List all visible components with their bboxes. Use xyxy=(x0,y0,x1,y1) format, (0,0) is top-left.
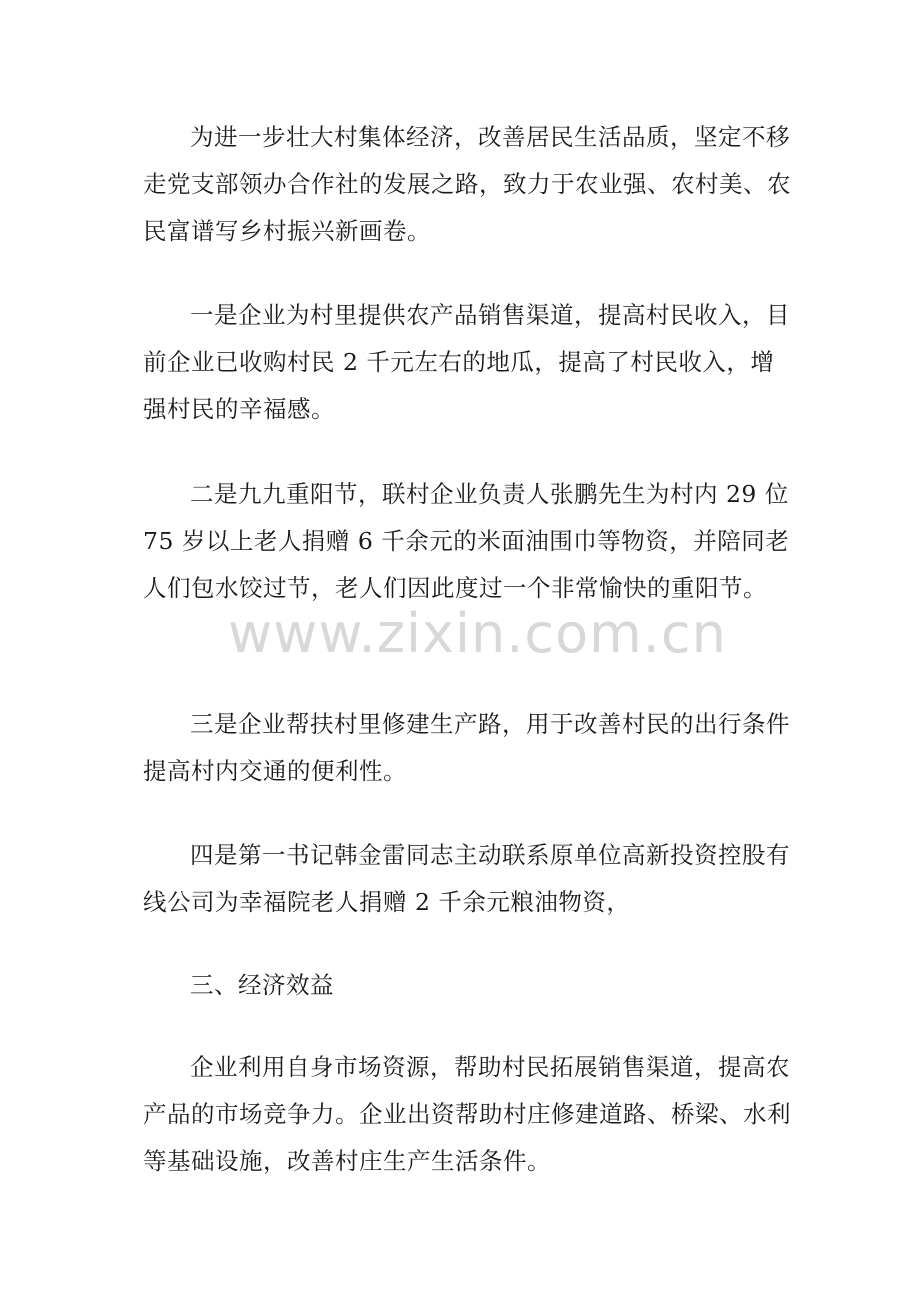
paragraph-item-4: 四是第一书记韩金雷同志主动联系原单位高新投资控股有线公司为幸福院老人捐赠 2 千余元粮油物资， xyxy=(143,841,790,916)
paragraph-economic-benefit: 企业利用自身市场资源，帮助村民拓展销售渠道，提高农产品的市场竞争力。企业出资帮助村庄修建道路、桥梁、水利等基础设施，改善村庄生产生活条件。 xyxy=(143,1053,791,1175)
watermark-text: www.zixin.com.cn xyxy=(228,602,727,665)
paragraph-item-1: 一是企业为村里提供农产品销售渠道，提高村民收入，目前企业已收购村民 2 千元左右的地瓜，提高了村民收入，增强村民的辛福感。 xyxy=(143,301,790,423)
paragraph-item-3: 三是企业帮扶村里修建生产路，用于改善村民的出行条件提高村内交通的便利性。 xyxy=(143,710,790,785)
section-heading-economic-benefit: 三、经济效益 xyxy=(190,971,334,999)
paragraph-intro: 为进一步壮大村集体经济，改善居民生活品质，坚定不移走党支部领办合作社的发展之路，致力于农业强、农村美、农民富谱写乡村振兴新画卷。 xyxy=(143,123,791,245)
paragraph-item-2: 二是九九重阳节，联村企业负责人张鹏先生为村内 29 位 75 岁以上老人捐赠 6 千余元的米面油围巾等物资，并陪同老人们包水饺过节，老人们因此度过一个非常愉快的重阳节。 xyxy=(143,480,790,602)
